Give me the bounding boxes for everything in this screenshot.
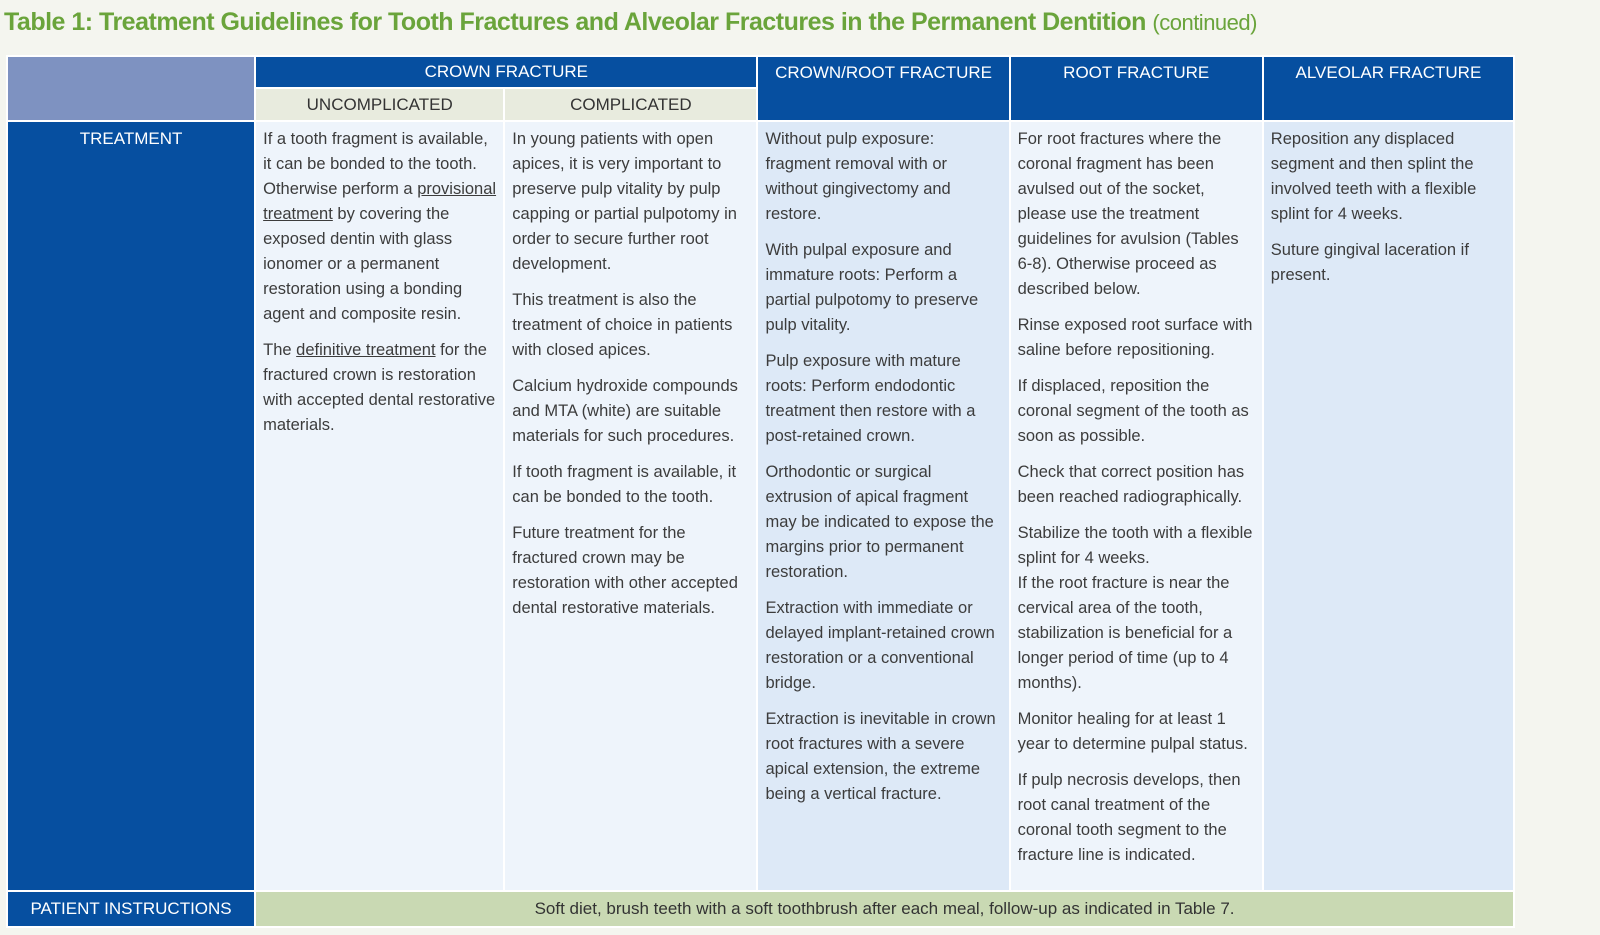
- header-crown-fracture: CROWN FRACTURE: [255, 56, 757, 88]
- row-label-treatment: TREATMENT: [7, 121, 255, 891]
- header-crown-root-fracture: CROWN/ROOT FRACTURE: [757, 56, 1009, 121]
- treatment-guidelines-table: [6, 55, 1515, 928]
- paragraph: Reposition any displaced segment and then splint the involved teeth with a flexible splint for 4 weeks.: [1270, 130, 1477, 223]
- header-alveolar-fracture: ALVEOLAR FRACTURE: [1263, 56, 1514, 121]
- row-label-patient-instructions: PATIENT INSTRUCTIONS: [7, 891, 255, 927]
- page-title: [4, 8, 1257, 37]
- paragraph: If displaced, reposition the coronal segment of the tooth as soon as possible.: [1017, 377, 1249, 445]
- text-segment: If a tooth fragment is available, it can be bonded to the tooth. Otherwise perform a: [263, 130, 488, 198]
- paragraph: This treatment is also the treatment of choice in patients with closed apices.: [512, 291, 733, 359]
- paragraph: Calcium hydroxide compounds and MTA (white) are suitable materials for such procedures.: [512, 377, 738, 445]
- paragraph: Pulp exposure with mature roots: Perform endodontic treatment then restore with a post-retained crown.: [765, 352, 976, 445]
- cell-root-treatment: [1010, 121, 1263, 891]
- paragraph: Extraction is inevitable in crown root fractures with a severe apical extension, the extreme being a vertical fracture.: [765, 710, 996, 803]
- text-segment: by covering the exposed dentin with glass ionomer or a permanent restoration using a bonding agent and composite resin.: [263, 205, 463, 323]
- header-root-fracture: ROOT FRACTURE: [1010, 56, 1263, 121]
- paragraph: With pulpal exposure and immature roots: Perform a partial pulpotomy to preserve pulp vitality.: [765, 241, 979, 334]
- paragraph: Without pulp exposure: fragment removal with or without gingivectomy and restore.: [765, 130, 951, 223]
- subheader-complicated: COMPLICATED: [504, 88, 757, 121]
- title-continued: (continued): [1152, 10, 1257, 35]
- text-segment: for the fractured crown is restoration with accepted dental restorative materials.: [263, 341, 496, 434]
- paragraph: If pulp necrosis develops, then root canal treatment of the coronal tooth segment to the fracture line is indicated.: [1017, 771, 1241, 864]
- paragraph: If the root fracture is near the cervical area of the tooth, stabilization is beneficial for a longer period of time (up to 4 months).: [1017, 574, 1233, 692]
- text-segment: The: [263, 341, 297, 359]
- definitive-treatment-link[interactable]: definitive treatment: [296, 341, 436, 359]
- paragraph: For root fractures where the coronal fragment has been avulsed out of the socket, please use the treatment guidelines for avulsion (Tables 6-8). Otherwise proceed as described below.: [1017, 130, 1239, 298]
- cell-uncomplicated-treatment: [255, 121, 504, 891]
- paragraph: If tooth fragment is available, it can be bonded to the tooth.: [512, 463, 737, 506]
- cell-alveolar-treatment: [1263, 121, 1514, 891]
- provisional-treatment-link[interactable]: provisional treatment: [263, 180, 497, 223]
- cell-crown-root-treatment: [757, 121, 1009, 891]
- cell-complicated-treatment: [504, 121, 757, 891]
- corner-cell: [7, 56, 255, 121]
- paragraph: In young patients with open apices, it is very important to preserve pulp vitality by pulp capping or partial pulpotomy in order to secure further root development.: [512, 130, 737, 273]
- paragraph: Stabilize the tooth with a flexible splint for 4 weeks.: [1017, 524, 1253, 567]
- paragraph: Suture gingival laceration if present.: [1270, 241, 1469, 284]
- title-main: Table 1: Treatment Guidelines for Tooth Fractures and Alveolar Fractures in the Permanent Dentition: [4, 8, 1146, 36]
- paragraph: Rinse exposed root surface with saline before repositioning.: [1017, 316, 1253, 359]
- paragraph: Check that correct position has been reached radiographically.: [1017, 463, 1245, 506]
- paragraph: Monitor healing for at least 1 year to determine pulpal status.: [1017, 710, 1248, 753]
- paragraph: Extraction with immediate or delayed implant-retained crown restoration or a conventional bridge.: [765, 599, 995, 692]
- patient-instructions-text: Soft diet, brush teeth with a soft toothbrush after each meal, follow-up as indicated in Table 7.: [255, 891, 1514, 927]
- paragraph: Orthodontic or surgical extrusion of apical fragment may be indicated to expose the margins prior to permanent restoration.: [765, 463, 994, 581]
- paragraph: Future treatment for the fractured crown may be restoration with other accepted dental restorative materials.: [512, 524, 738, 617]
- subheader-uncomplicated: UNCOMPLICATED: [255, 88, 504, 121]
